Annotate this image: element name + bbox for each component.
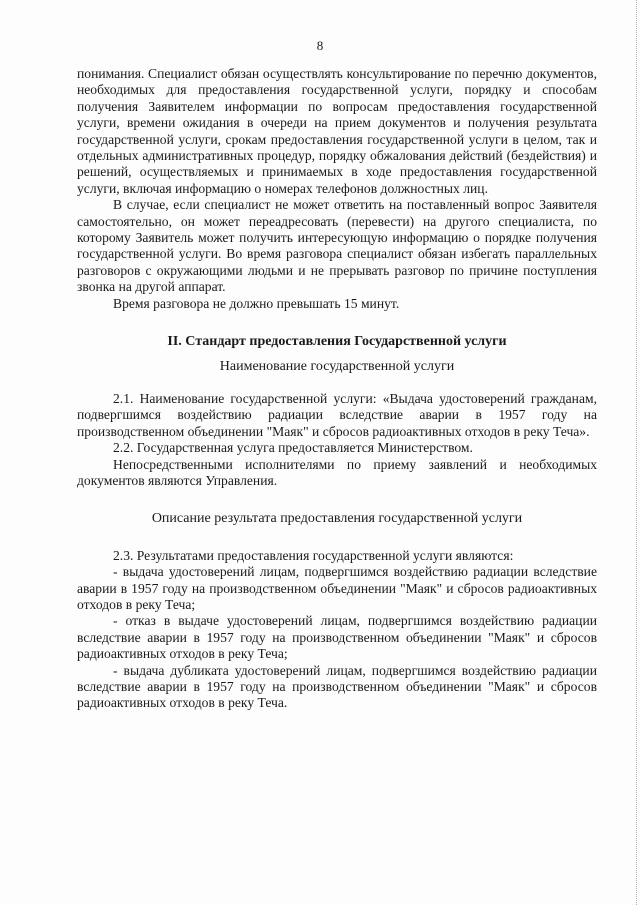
list-item-duplicate: - выдача дубликата удостоверений лицам, подвергшимся воздействию радиации вследствие аварии в 1957 году на производственном объединении "Маяк" и сбросов радиоактивных отходов в реку Теча. bbox=[77, 662, 597, 711]
page-edge bbox=[635, 0, 637, 905]
paragraph-consultation: понимания. Специалист обязан осуществлять консультирование по перечню документов, необходимых для предоставления государственной услуги, порядку и способам получения Заявителем информации по вопросам предоставления государственной услуги, времени ожидания в очереди на прием документов и получения результата государственной услуги, срокам предоставления государственной услуги в целом, так и отдельных административных процедур, порядку обжалования действий (бездействия) и решений, осуществляемых и принимаемых в ходе предоставления государственной услуги, включая информацию о номерах телефонов должностных лиц. bbox=[77, 66, 597, 196]
paragraph-executors: Непосредственными исполнителями по приему заявлений и необходимых документов являются Управления. bbox=[77, 456, 597, 488]
paragraph-2-3: 2.3. Результатами предоставления государственной услуги являются: bbox=[113, 547, 514, 563]
paragraph-2-1: 2.1. Наименование государственной услуги: «Выдача удостоверений гражданам, подвергшимся воздействию радиации вследствие аварии в 1957 году на производственном объединении "Маяк" и сбросов радиоактивных отходов в реку Теча». bbox=[77, 390, 597, 439]
section-heading: II. Стандарт предоставления Государственной услуги bbox=[167, 334, 507, 350]
paragraph-2-2: 2.2. Государственная услуга предоставляется Министерством. bbox=[113, 440, 473, 456]
document-body bbox=[77, 66, 597, 712]
page-number: 8 bbox=[316, 38, 324, 53]
list-item-refusal: - отказ в выдаче удостоверений лицам, подвергшимся воздействию радиации вследствие аварии в 1957 году на производственном объединении "Маяк" и сбросов радиоактивных отходов в реку Теча; bbox=[77, 613, 597, 662]
list-item-issue: - выдача удостоверений лицам, подвергшимся воздействию радиации вследствие аварии в 1957 году на производственном объединении "Маяк" и сбросов радиоактивных отходов в реку Теча; bbox=[77, 564, 597, 612]
subheading-result-description: Описание результата предоставления государственной услуги bbox=[151, 511, 523, 527]
paragraph-redirect: В случае, если специалист не может ответить на поставленный вопрос Заявителя самостоятельно, он может переадресовать (перевести) на другого специалиста, по которому Заявитель может получить интересующую информацию о порядке получения государственной услуги. Во время разговора специалист обязан избегать параллельных разговоров с окружающими людьми и не прерывать разговор по причине поступления звонка на другой аппарат. bbox=[77, 197, 597, 295]
subheading-service-name: Наименование государственной услуги bbox=[219, 358, 455, 374]
paragraph-call-duration: Время разговора не должно превышать 15 минут. bbox=[113, 295, 400, 311]
